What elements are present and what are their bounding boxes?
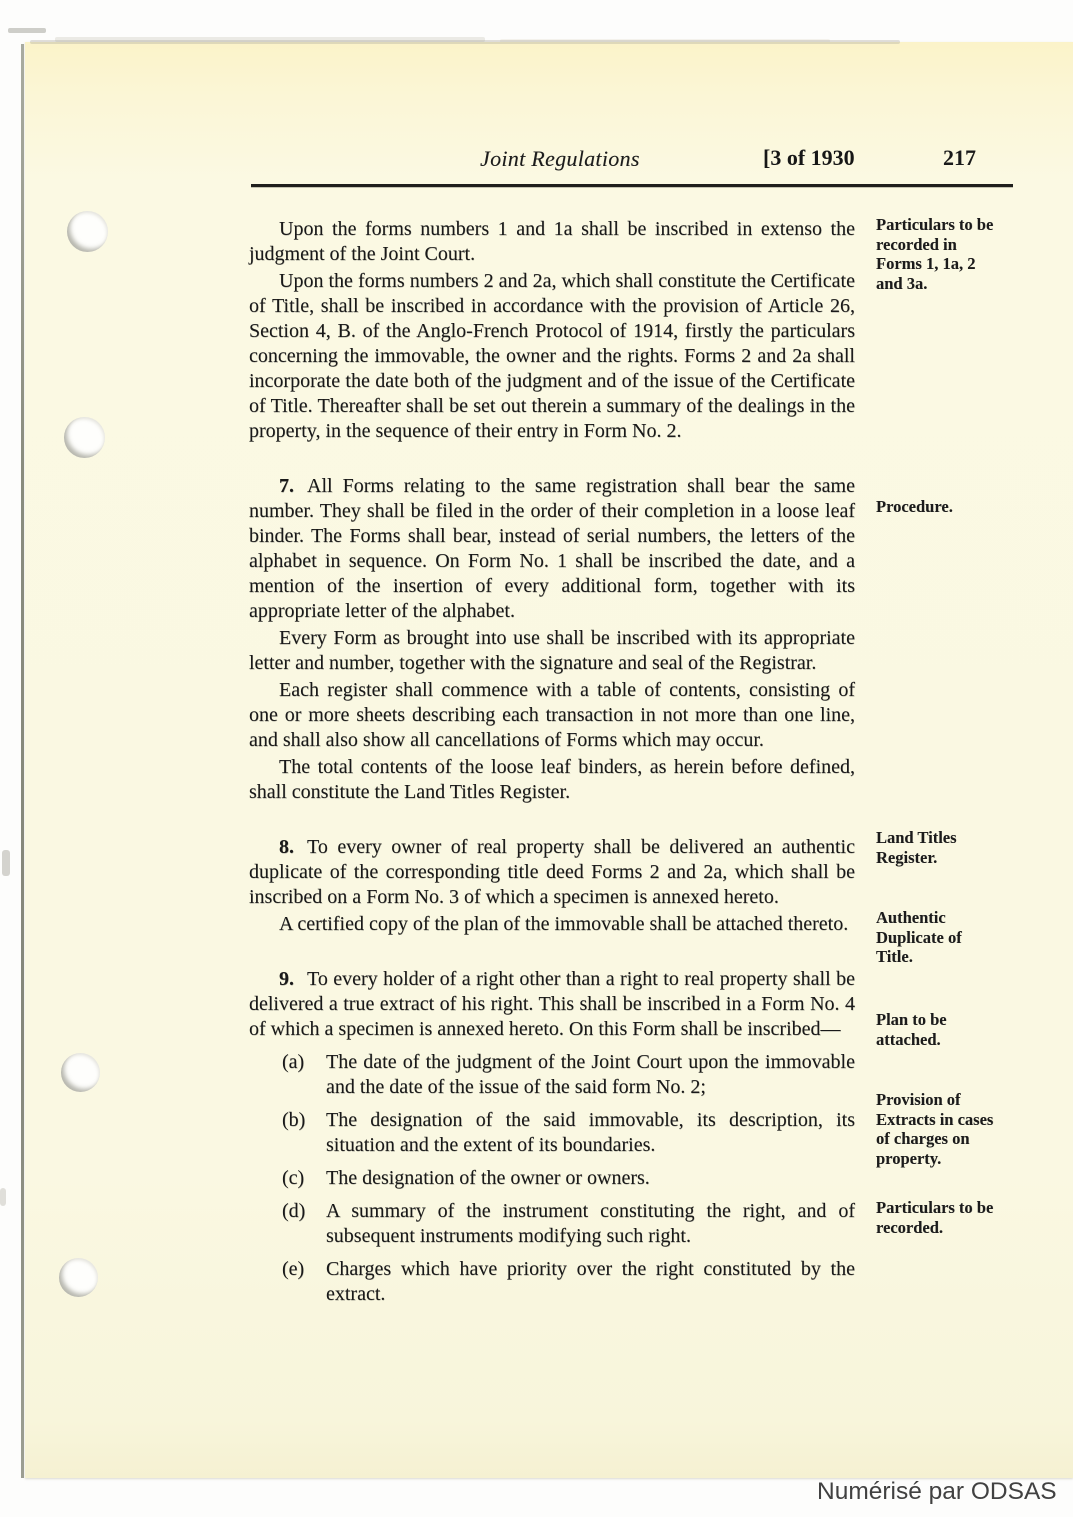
list-item-text: The designation of the said immovable, its description, its situation and the extent of its boundaries.	[326, 1109, 855, 1156]
paragraph-text: All Forms relating to the same registration shall bear the same number. They shall be filed in the order of their completion in a loose leaf binder. The Forms shall bear, instead of serial numbers, the letters of the alphabet in sequence. On Form No. 1 shall be inscribed the date, and a mention of the insertion of every additional form, together with its appropriate letter of the alphabet.	[249, 475, 855, 622]
scan-mark-left-margin	[2, 850, 10, 876]
paragraph	[249, 269, 855, 444]
running-head-title: Joint Regulations	[480, 146, 640, 171]
paragraph-text: A certified copy of the plan of the immovable shall be attached thereto.	[279, 913, 849, 935]
punch-hole	[61, 1053, 100, 1092]
punch-hole	[64, 417, 105, 458]
paragraph-text: The total contents of the loose leaf binders, as herein before defined, shall constitute the Land Titles Register.	[249, 756, 855, 803]
list-item-marker: (e)	[282, 1258, 305, 1280]
paragraph-text: To every holder of a right other than a right to real property shall be delivered a true extract of his right. This shall be inscribed in a Form No. 4 of which a specimen is annexed hereto. On this Form shall be inscribed—	[249, 968, 855, 1040]
body-text-column	[249, 215, 855, 1307]
section-number: 9.	[279, 968, 294, 990]
list-item	[282, 1050, 855, 1100]
paragraph	[249, 755, 855, 805]
list-item-marker: (b)	[282, 1109, 306, 1131]
margin-note: Plan to be attached.	[876, 1010, 947, 1049]
document-page	[25, 42, 1073, 1478]
paragraph-text: To every owner of real property shall be delivered an authentic duplicate of the corresponding title deed Forms 2 and 2a, which shall be inscribed on a Form No. 3 of which a specimen is annexed hereto.	[249, 836, 855, 908]
header-rule	[251, 184, 1013, 187]
lettered-list	[249, 1050, 855, 1307]
section-number: 8.	[279, 836, 294, 858]
paragraph-text: Every Form as brought into use shall be inscribed with its appropriate letter and number, together with the signature and seal of the Registrar.	[249, 627, 855, 674]
paragraph	[249, 217, 855, 267]
paragraph-text: Upon the forms numbers 2 and 2a, which shall constitute the Certificate of Title, shall be inscribed in accordance with the provision of Article 26, Section 4, B. of the Anglo-French Protocol of 1914, firstly the particulars concerning the immovable, the owner and the rights. Forms 2 and 2a shall incorporate the date both of the judgment and of the issue of the Certificate of Title. Thereafter shall be set out therein a summary of the dealings in the property, in the sequence of their entry in Form No. 2.	[249, 270, 855, 442]
list-item-text: The designation of the owner or owners.	[326, 1167, 650, 1189]
list-item-marker: (c)	[282, 1167, 305, 1189]
punch-hole	[67, 211, 108, 252]
paragraph-section-9	[249, 967, 855, 1042]
scan-mark-left-margin-2	[0, 1188, 6, 1206]
margin-note: Procedure.	[876, 497, 953, 516]
margin-note: Authentic Duplicate of Title.	[876, 908, 962, 966]
paragraph	[249, 678, 855, 753]
list-item-text: Charges which have priority over the right constituted by the extract.	[326, 1258, 855, 1305]
paragraph-section-8	[249, 835, 855, 910]
list-item-text: The date of the judgment of the Joint Court upon the immovable and the date of the issue of the said form No. 2;	[326, 1051, 855, 1098]
list-item	[282, 1108, 855, 1158]
margin-note: Particulars to be recorded in Forms 1, 1a, 2 and 3a.	[876, 215, 994, 293]
running-head-volume-ref: [3 of 1930	[763, 145, 855, 170]
list-item-text: A summary of the instrument constituting the right, and of subsequent instruments modifying such right.	[326, 1200, 855, 1247]
scan-smudge-top-left	[8, 28, 46, 33]
margin-note: Land Titles Register.	[876, 828, 957, 867]
paragraph	[249, 912, 855, 937]
list-item	[282, 1166, 855, 1191]
margin-note: Provision of Extracts in cases of charges on property.	[876, 1090, 994, 1168]
paragraph-text: Each register shall commence with a table of contents, consisting of one or more sheets describing each transaction in not more than one line, and shall also show all cancellations of Forms which may occur.	[249, 679, 855, 751]
list-item	[282, 1199, 855, 1249]
paragraph-text: Upon the forms numbers 1 and 1a shall be inscribed in extenso the judgment of the Joint Court.	[249, 218, 855, 265]
paragraph	[249, 626, 855, 676]
list-item-marker: (d)	[282, 1200, 306, 1222]
scan-credit-text: Numérisé par ODSAS	[817, 1478, 1057, 1505]
page-left-edge	[21, 44, 24, 1478]
list-item-marker: (a)	[282, 1051, 305, 1073]
page-top-edge-shadow	[30, 40, 900, 44]
paragraph-section-7	[249, 474, 855, 624]
list-item	[282, 1257, 855, 1307]
margin-note: Particulars to be recorded.	[876, 1198, 994, 1237]
section-number: 7.	[279, 475, 294, 497]
punch-hole	[59, 1258, 98, 1297]
running-head-page-number: 217	[943, 145, 976, 170]
